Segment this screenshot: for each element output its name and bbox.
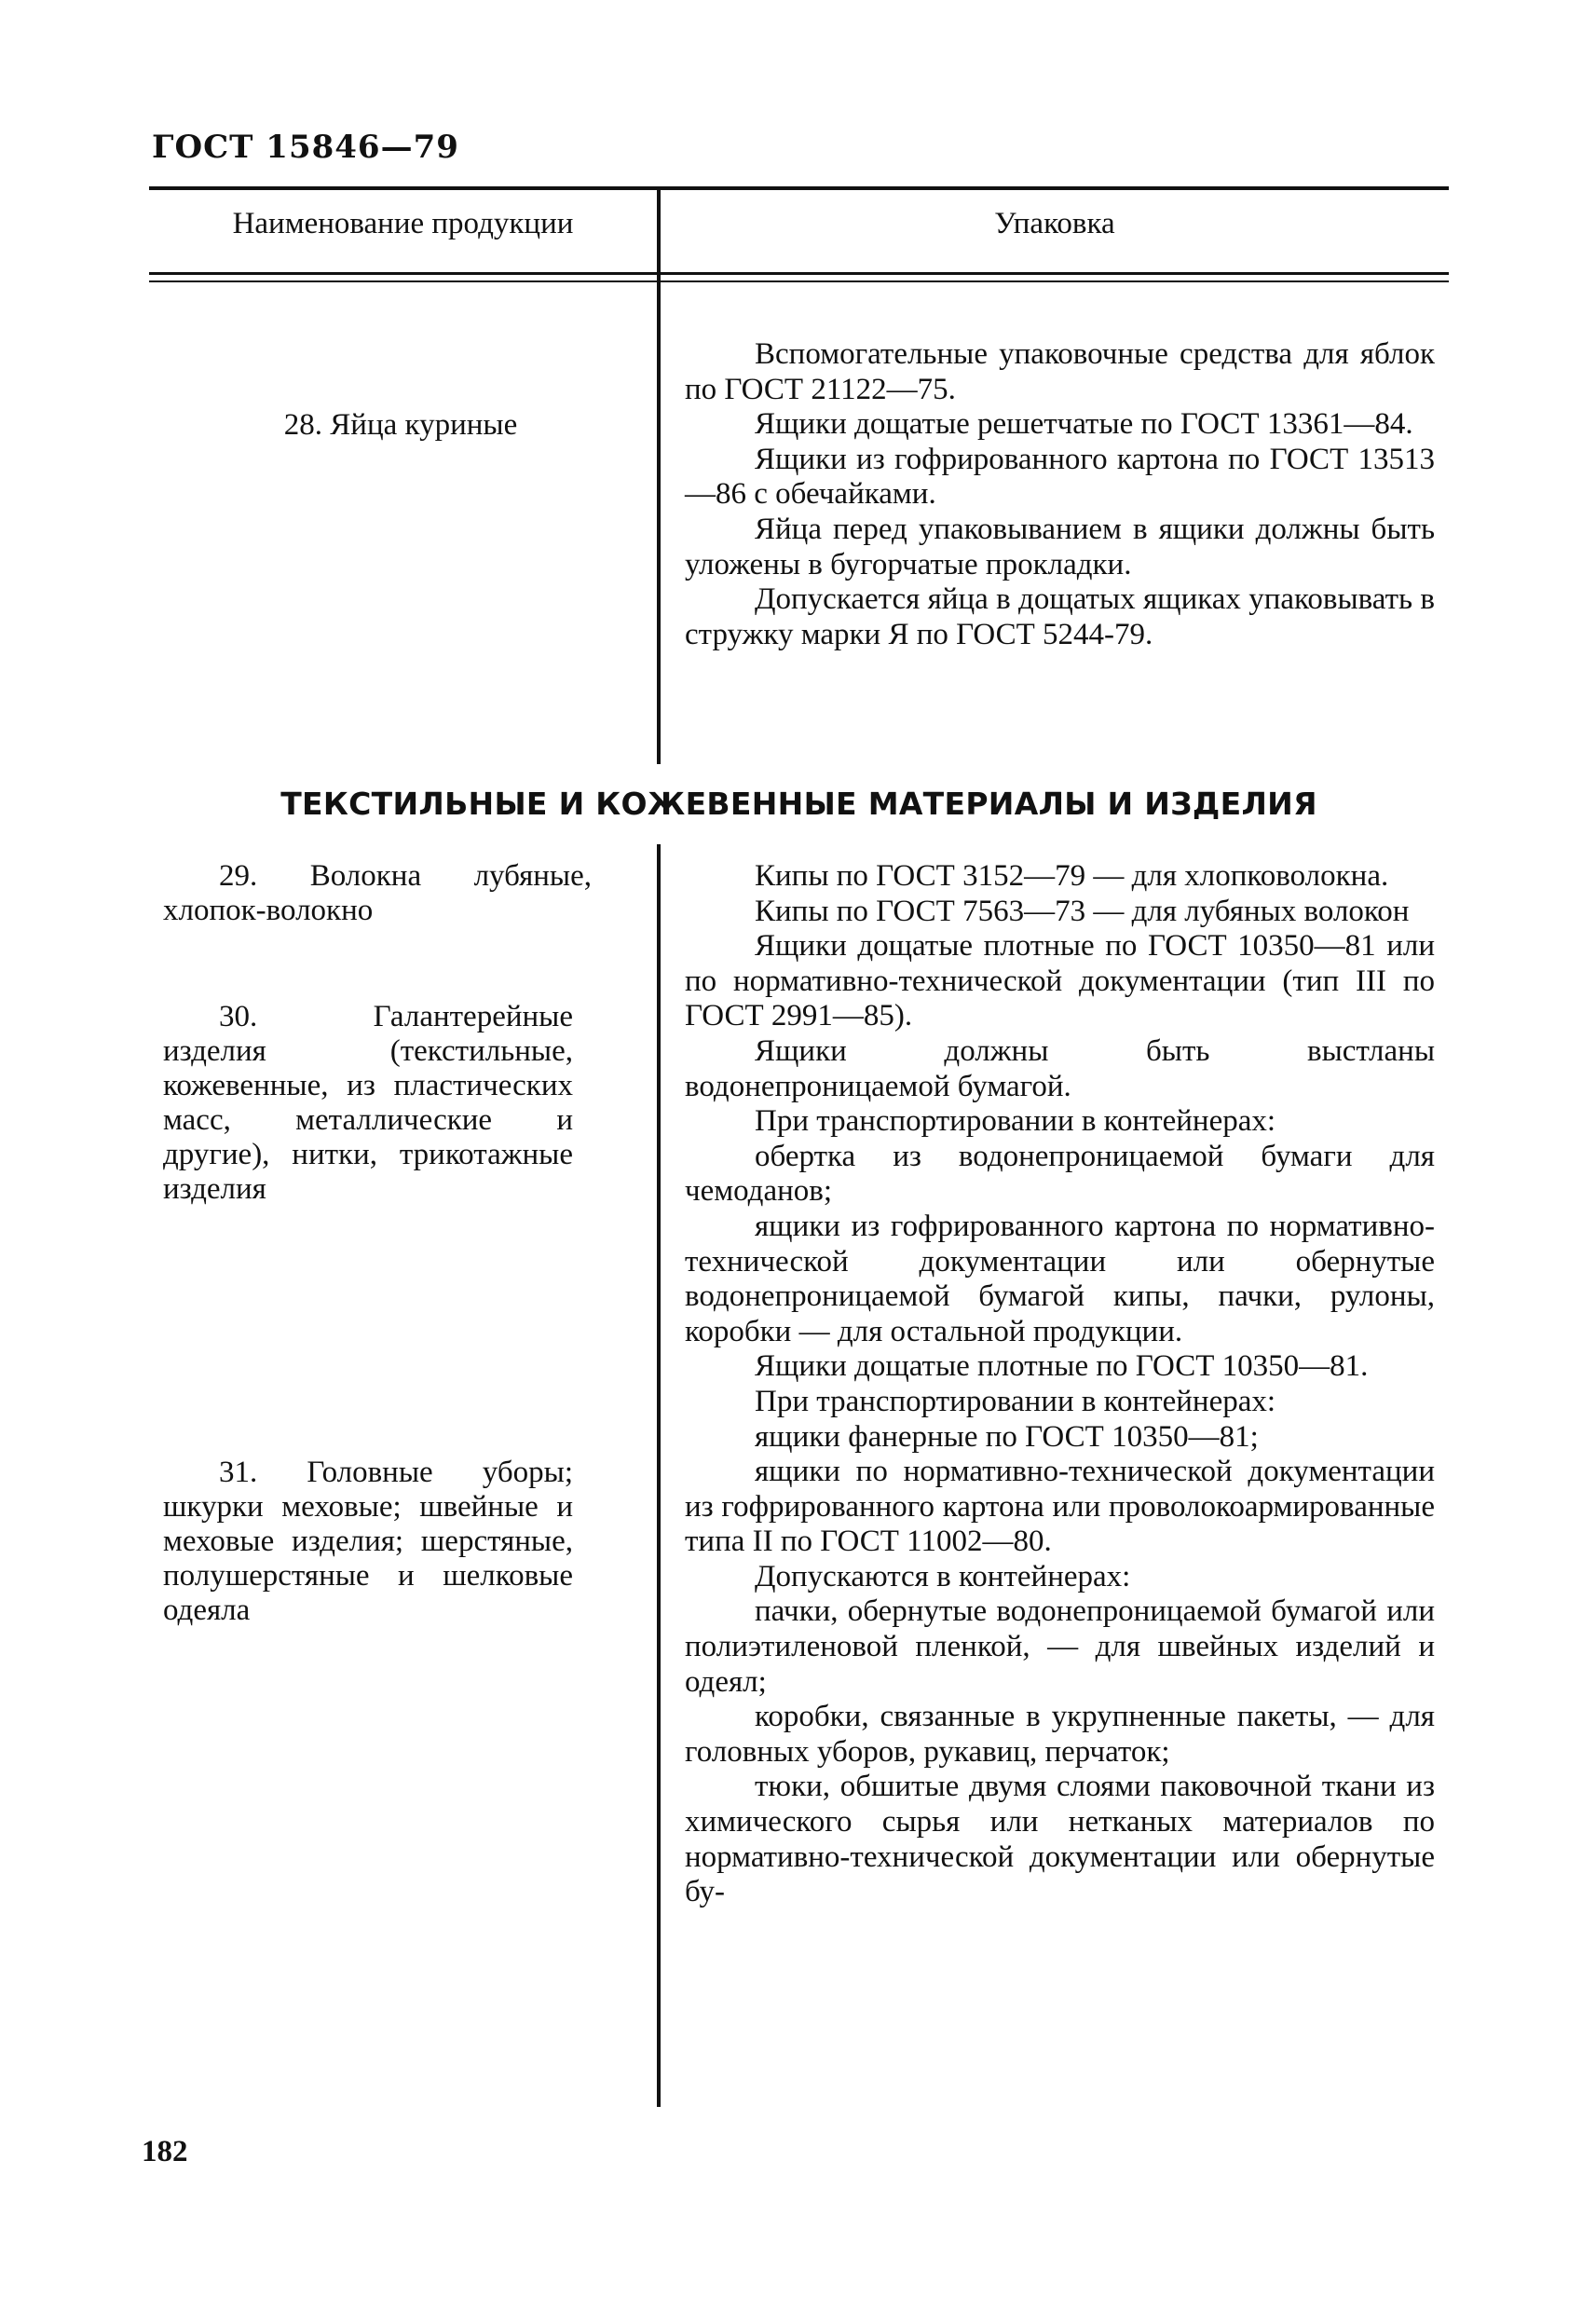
packaging-paragraph: Кипы по ГОСТ 3152—79 — для хлопковолокна. (755, 859, 1389, 893)
product-cell (168, 408, 634, 443)
packaging-paragraph: коробки, связанные в укрупненные пакеты, — для головных уборов, рукавиц, перчаток; (685, 1700, 1435, 1769)
packaging-paragraph: Ящики из гофрированного картона по ГОСТ 13513—86 с обечайками. (685, 442, 1435, 512)
product-name: 29. Волокна лубяные, хлопок-волокно (163, 859, 592, 927)
header-double-rule (149, 272, 1449, 282)
packaging-cell (685, 337, 1435, 652)
packaging-paragraph: Вспомогательные упаковочные средства для яблок по ГОСТ 21122—75. (685, 337, 1435, 406)
packaging-paragraph: При транспортировании в контейнерах: (755, 1104, 1276, 1139)
packaging-paragraph: Ящики дощатые плотные по ГОСТ 10350—81 или по нормативно-технической документации (тип III по ГОСТ 2991—85). (685, 929, 1435, 1033)
table-top-rule (149, 186, 1449, 190)
packaging-paragraph: тюки, обшитые двумя слоями паковочной ткани из химического сырья или нетканых материалов по нормативно-технической документации или обернутые бу- (685, 1770, 1435, 1909)
packaging-cell (685, 859, 1435, 1910)
packaging-paragraph: Кипы по ГОСТ 7563—73 — для лубяных волокон (755, 894, 1410, 928)
column-divider (657, 189, 661, 764)
column-divider (657, 844, 661, 2107)
product-name: 30. Галантерейные изделия (текстильные, кожевенные, из пластических масс, металлические и другие), нитки, трикотажные изделия (163, 1000, 573, 1206)
product-cell (163, 1000, 573, 1207)
column-header-packaging: Упаковка (994, 207, 1115, 240)
packaging-paragraph: пачки, обернутые водонепроницаемой бумагой или полиэтиленовой пленкой, — для швейных изделий и одеял; (685, 1594, 1435, 1699)
document-code: ГОСТ 15846—79 (152, 129, 459, 166)
product-name: 31. Головные уборы; шкурки меховые; швейные и меховые изделия; шерстяные, полушерстяные и шелковые одеяла (163, 1456, 573, 1627)
packaging-paragraph: ящики из гофрированного картона по нормативно-технической документации или обернутые водонепроницаемой бумагой кипы, пачки, рулоны, коробки — для остальной продукции. (685, 1209, 1435, 1348)
packaging-paragraph: ящики по нормативно-технической документации из гофрированного картона или проволокоармированные типа II по ГОСТ 11002—80. (685, 1455, 1435, 1559)
packaging-paragraph: Ящики должны быть выстланы водонепроницаемой бумагой. (685, 1033, 1435, 1103)
product-cell (163, 859, 592, 928)
packaging-paragraph: Допускаются в контейнерах: (755, 1559, 1131, 1593)
packaging-paragraph: Ящики дощатые плотные по ГОСТ 10350—81. (755, 1349, 1369, 1384)
packaging-paragraph: ящики фанерные по ГОСТ 10350—81; (755, 1419, 1259, 1454)
product-cell (163, 1456, 573, 1628)
packaging-paragraph: Допускается яйца в дощатых ящиках упаковывать в стружку марки Я по ГОСТ 5244-79. (685, 582, 1435, 651)
product-name: 28. Яйца куриные (283, 408, 518, 442)
column-header-product: Наименование продукции (232, 207, 574, 240)
page-number: 182 (142, 2135, 188, 2168)
packaging-paragraph: При транспортировании в контейнерах: (755, 1384, 1276, 1418)
section-title: ТЕКСТИЛЬНЫЕ И КОЖЕВЕННЫЕ МАТЕРИАЛЫ И ИЗДЕЛИЯ (280, 786, 1317, 822)
packaging-paragraph: обертка из водонепроницаемой бумаги для чемоданов; (685, 1139, 1435, 1209)
packaging-paragraph: Ящики дощатые решетчатые по ГОСТ 13361—84. (755, 407, 1413, 442)
packaging-paragraph: Яйца перед упаковыванием в ящики должны быть уложены в бугорчатые прокладки. (685, 512, 1435, 581)
